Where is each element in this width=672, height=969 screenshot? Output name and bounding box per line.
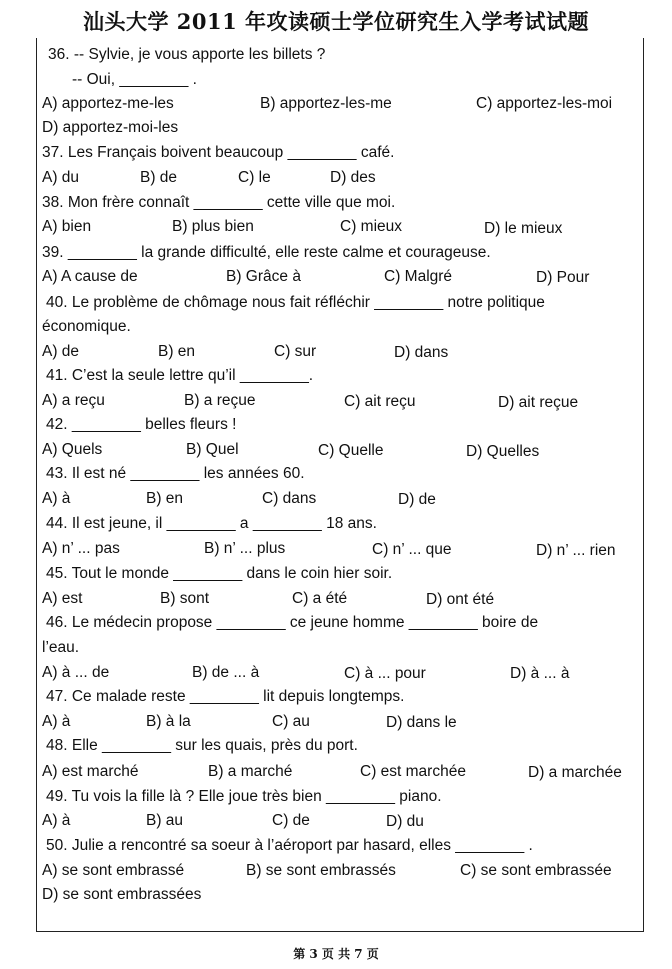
question-46-option-b: B) de ... à: [192, 664, 260, 681]
question-46-option-c: C) à ... pour: [344, 665, 426, 682]
question-36-stem: 36. -- Sylvie, je vous apporte les billets ?: [48, 46, 326, 63]
question-47-option-b: B) à la: [146, 713, 191, 730]
question-44-option-a: A) n’ ... pas: [42, 540, 120, 557]
question-36-stem-line2: -- Oui, ________ .: [72, 71, 197, 88]
question-40-option-a: A) de: [42, 343, 80, 360]
question-37-stem: 37. Les Français boivent beaucoup ________ café.: [42, 144, 395, 161]
question-49-option-c: C) de: [272, 812, 310, 829]
question-38-option-b: B) plus bien: [172, 218, 254, 235]
question-38-option-d: D) le mieux: [484, 220, 563, 237]
exam-title: 汕头大学 2011 年攻读硕士学位研究生入学考试试题: [82, 9, 590, 34]
question-43-stem: 43. Il est né ________ les années 60.: [46, 465, 305, 482]
question-36-option-a: A) apportez-me-les: [42, 95, 174, 112]
question-41-stem: 41. C’est la seule lettre qu’il ________.: [46, 367, 314, 384]
question-38-option-c: C) mieux: [340, 218, 403, 235]
question-44-option-b: B) n’ ... plus: [204, 540, 286, 557]
question-43-option-c: C) dans: [262, 490, 317, 507]
question-48-option-c: C) est marchée: [360, 763, 466, 780]
question-42-option-d: D) Quelles: [466, 443, 540, 460]
question-48-stem: 48. Elle ________ sur les quais, près du port.: [46, 737, 358, 754]
question-46-option-a: A) à ... de: [42, 664, 110, 681]
question-49-option-b: B) au: [146, 812, 184, 829]
question-43-option-b: B) en: [146, 490, 184, 507]
question-36-option-d: D) apportez-moi-les: [42, 119, 179, 136]
question-36-option-b: B) apportez-les-me: [260, 95, 392, 112]
question-42-stem: 42. ________ belles fleurs !: [46, 416, 237, 433]
question-49-option-d: D) du: [386, 813, 424, 830]
question-45-option-c: C) a été: [292, 590, 348, 607]
question-46-stem: 46. Le médecin propose ________ ce jeune homme ________ boire de: [46, 614, 539, 631]
question-38-stem: 38. Mon frère connaît ________ cette ville que moi.: [42, 194, 396, 211]
question-44-stem: 44. Il est jeune, il ________ a ________ 18 ans.: [46, 515, 377, 532]
question-37-option-d: D) des: [330, 169, 376, 186]
question-49-option-a: A) à: [42, 812, 71, 829]
question-42-option-c: C) Quelle: [318, 442, 384, 459]
question-39-stem: 39. ________ la grande difficulté, elle reste calme et courageuse.: [42, 244, 491, 261]
question-48-option-b: B) a marché: [208, 763, 293, 780]
question-42-option-a: A) Quels: [42, 441, 103, 458]
question-49-stem: 49. Tu vois la fille là ? Elle joue très bien ________ piano.: [46, 788, 442, 805]
question-47-option-d: D) dans le: [386, 714, 457, 731]
question-48-option-d: D) a marchée: [528, 764, 622, 781]
question-50-option-a: A) se sont embrassé: [42, 862, 185, 879]
question-43-option-a: A) à: [42, 490, 71, 507]
question-50-stem: 50. Julie a rencontré sa soeur à l’aéroport par hasard, elles ________ .: [46, 837, 533, 854]
question-37-option-a: A) du: [42, 169, 80, 186]
question-41-option-a: A) a reçu: [42, 392, 105, 409]
question-41-option-c: C) ait reçu: [344, 393, 416, 410]
question-41-option-b: B) a reçue: [184, 392, 256, 409]
question-40-stem: 40. Le problème de chômage nous fait réfléchir ________ notre politique: [46, 294, 545, 311]
question-47-option-a: A) à: [42, 713, 71, 730]
question-50-option-b: B) se sont embrassés: [246, 862, 396, 879]
question-39-option-a: A) A cause de: [42, 268, 138, 285]
question-45-stem: 45. Tout le monde ________ dans le coin hier soir.: [46, 565, 393, 582]
question-44-option-d: D) n’ ... rien: [536, 542, 616, 559]
question-50-option-c: C) se sont embrassée: [460, 862, 612, 879]
question-40-option-b: B) en: [158, 343, 196, 360]
question-40-option-c: C) sur: [274, 343, 317, 360]
question-50-option-d: D) se sont embrassées: [42, 886, 202, 903]
question-46-stem-line2: l’eau.: [42, 639, 80, 656]
question-38-option-a: A) bien: [42, 218, 92, 235]
question-44-option-c: C) n’ ... que: [372, 541, 452, 558]
question-42-option-b: B) Quel: [186, 441, 239, 458]
question-43-option-d: D) de: [398, 491, 436, 508]
question-40-option-d: D) dans: [394, 344, 449, 361]
question-46-option-d: D) à ... à: [510, 665, 570, 682]
question-47-stem: 47. Ce malade reste ________ lit depuis longtemps.: [46, 688, 405, 705]
question-41-option-d: D) ait reçue: [498, 394, 579, 411]
question-45-option-d: D) ont été: [426, 591, 495, 608]
question-45-option-a: A) est: [42, 590, 83, 607]
question-37-option-c: C) le: [238, 169, 271, 186]
question-39-option-d: D) Pour: [536, 269, 590, 286]
question-47-option-c: C) au: [272, 713, 310, 730]
question-39-option-c: C) Malgré: [384, 268, 453, 285]
question-39-option-b: B) Grâce à: [226, 268, 301, 285]
question-40-stem-line2: économique.: [42, 318, 131, 335]
question-45-option-b: B) sont: [160, 590, 210, 607]
question-36-option-c: C) apportez-les-moi: [476, 95, 613, 112]
question-48-option-a: A) est marché: [42, 763, 139, 780]
question-37-option-b: B) de: [140, 169, 178, 186]
page-number: 第 3 页 共 7 页: [293, 947, 379, 961]
